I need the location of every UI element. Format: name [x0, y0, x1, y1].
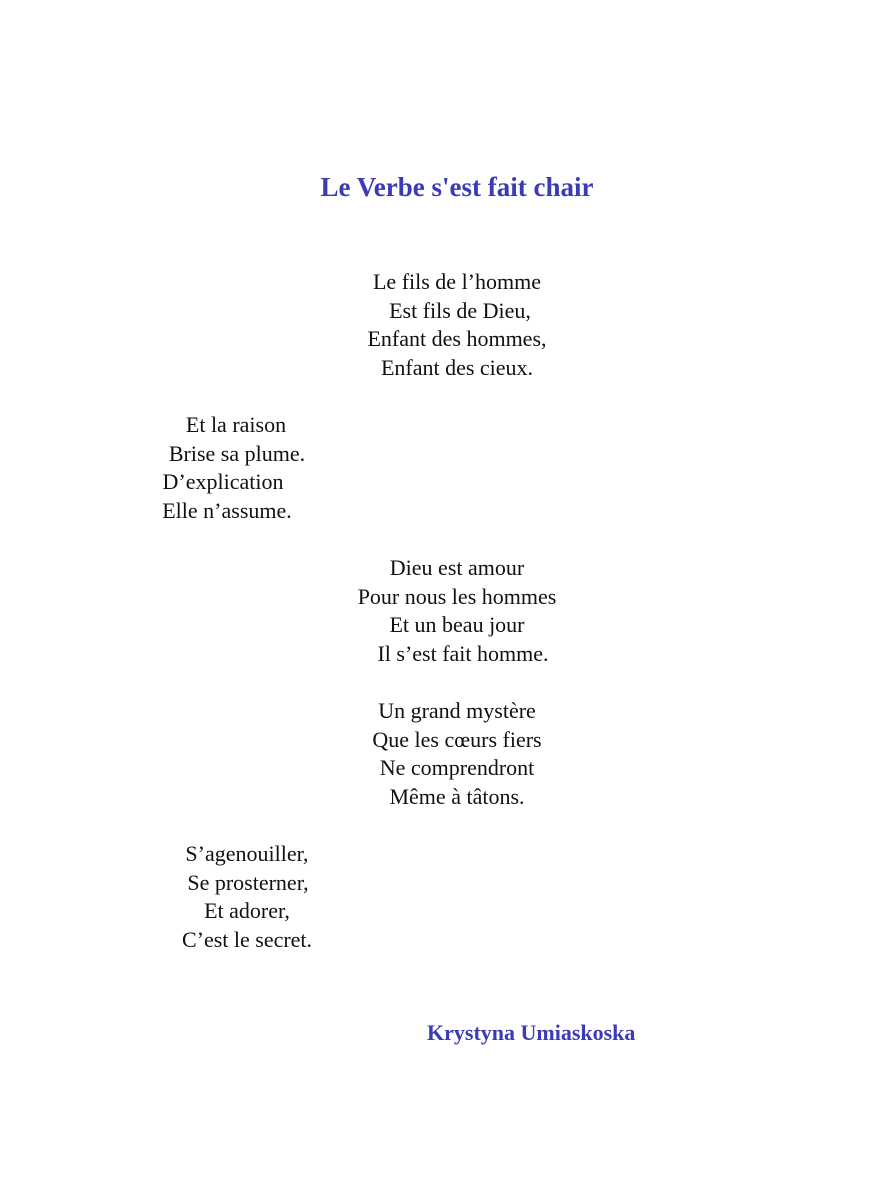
stanza-5 [132, 840, 362, 954]
poem-line: Le fils de l’homme [372, 269, 541, 294]
poem-line: Dieu est amour [389, 555, 525, 580]
poem-line: Est fils de Dieu, [389, 297, 531, 323]
poem-line: Enfant des hommes, [367, 326, 547, 352]
poem-line: D’explication [162, 469, 284, 495]
poem-line: Se prosterner, [187, 869, 309, 895]
author-signature: Krystyna Umiaskoska [427, 1020, 636, 1045]
poem-line: Ne comprendront [379, 755, 535, 781]
stanza-4 [327, 697, 587, 811]
stanza-2 [120, 411, 350, 525]
poem-line: Et un beau jour [389, 612, 525, 638]
poem-line: Et adorer, [204, 898, 290, 924]
poem-line: Il s’est fait homme. [377, 640, 549, 666]
poem-line: Pour nous les hommes [357, 583, 557, 609]
poem-line: Elle n’assume. [162, 497, 292, 523]
poem-line: C’est le secret. [181, 926, 313, 952]
poem-line: Enfant des cieux. [380, 354, 534, 380]
poem-line: Un grand mystère [378, 698, 536, 723]
poem-line: Que les cœurs fiers [372, 726, 542, 752]
poem-line: Et la raison [185, 412, 287, 437]
poem-line: Même à tâtons. [389, 783, 525, 809]
poem-line: S’agenouiller, [185, 841, 309, 866]
stanza-3 [327, 554, 587, 668]
poem-line: Brise sa plume. [168, 440, 306, 466]
poem-title: Le Verbe s'est fait chair [320, 172, 594, 202]
stanza-1 [327, 268, 587, 382]
